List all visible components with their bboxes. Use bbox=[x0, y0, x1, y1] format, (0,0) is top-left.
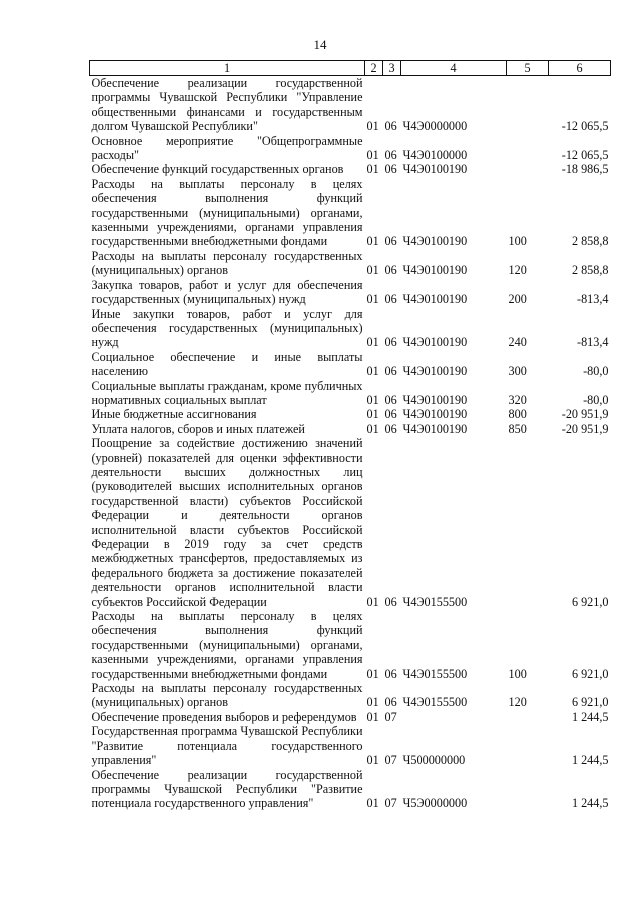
table-row bbox=[90, 422, 611, 436]
row-name-text: Расходы на выплаты персоналу в целях обеспечения выполнения функций государственными (муниципальными) органами, казенными учреждениями, органами управления государственными внебюджетными фондами bbox=[91, 609, 363, 681]
row-target-article: Ч4Э0100000 bbox=[402, 148, 468, 163]
table-row bbox=[90, 768, 611, 811]
row-name-text: Обеспечение реализации государственной программы Чувашской Республики "Развитие потенциала государственного управления" bbox=[91, 767, 363, 811]
row-name-text: Обеспечение реализации государственной программы Чувашской Республики "Управление общественными финансами и государственным долгом Чувашской Республики" bbox=[91, 76, 363, 134]
row-name bbox=[90, 278, 365, 307]
row-subsection: 06 bbox=[384, 335, 397, 350]
table-row bbox=[90, 76, 611, 134]
row-subsection: 07 bbox=[384, 709, 397, 724]
row-expense-type: 240 bbox=[508, 335, 527, 350]
row-expense-type: 300 bbox=[508, 364, 527, 379]
row-subsection: 07 bbox=[384, 796, 397, 811]
row-section: 01 bbox=[366, 119, 379, 134]
row-expense-type bbox=[507, 162, 549, 176]
header-cell: 5 bbox=[507, 61, 549, 76]
row-amount: -80,0 bbox=[583, 364, 609, 379]
table-row bbox=[90, 724, 611, 767]
row-expense-type bbox=[507, 76, 549, 134]
row-name-text: Закупка товаров, работ и услуг для обеспечения государственных (муниципальных) нужд bbox=[91, 277, 363, 307]
row-name-text: Основное мероприятие "Общепрограммные расходы" bbox=[91, 133, 363, 163]
table-row bbox=[90, 177, 611, 249]
row-name-text: Иные бюджетные ассигнования bbox=[91, 407, 257, 422]
row-name bbox=[90, 177, 365, 249]
row-name-text: Расходы на выплаты персоналу в целях обеспечения выполнения функций государственными (муниципальными) органами, казенными учреждениями, органами управления государственными внебюджетными фондами bbox=[91, 176, 363, 249]
row-subsection: 06 bbox=[384, 392, 397, 407]
header-cell: 4 bbox=[401, 61, 507, 76]
row-subsection: 06 bbox=[384, 695, 397, 710]
row-section: 01 bbox=[366, 392, 379, 407]
row-target-article: Ч4Э0155500 bbox=[402, 594, 468, 609]
row-expense-type: 850 bbox=[508, 421, 527, 436]
row-section: 01 bbox=[366, 753, 379, 768]
row-name bbox=[90, 724, 365, 767]
row-amount: -20 951,9 bbox=[561, 407, 609, 422]
row-target-article: Ч500000000 bbox=[402, 753, 466, 768]
row-name bbox=[90, 307, 365, 350]
row-name-text: Расходы на выплаты персоналу государственных (муниципальных) органов bbox=[91, 248, 363, 278]
row-amount: -813,4 bbox=[577, 292, 609, 307]
row-expense-type: 100 bbox=[508, 666, 527, 681]
row-amount: 6 921,0 bbox=[571, 594, 609, 609]
table-row bbox=[90, 134, 611, 163]
row-name bbox=[90, 162, 365, 176]
row-name bbox=[90, 379, 365, 408]
row-name-text: Социальные выплаты гражданам, кроме публичных нормативных социальных выплат bbox=[91, 378, 363, 407]
row-section: 01 bbox=[366, 292, 379, 307]
row-expense-type bbox=[507, 436, 549, 609]
row-expense-type: 320 bbox=[508, 392, 527, 407]
table-row bbox=[90, 407, 611, 421]
row-target-article: Ч4Э0100190 bbox=[402, 292, 468, 307]
header-cell: 2 bbox=[365, 61, 383, 76]
row-subsection: 06 bbox=[384, 162, 397, 177]
row-target-article: Ч4Э0100190 bbox=[402, 392, 468, 407]
row-name-text: Расходы на выплаты персоналу государственных (муниципальных) органов bbox=[91, 681, 363, 710]
row-target-article: Ч4Э0100190 bbox=[402, 407, 468, 422]
row-subsection: 06 bbox=[384, 421, 397, 436]
row-name-text: Иные закупки товаров, работ и услуг для обеспечения государственных (муниципальных) нужд bbox=[91, 306, 363, 350]
table-row bbox=[90, 681, 611, 710]
row-expense-type bbox=[507, 724, 549, 767]
row-expense-type bbox=[507, 768, 549, 811]
row-name-text: Социальное обеспечение и иные выплаты населению bbox=[91, 349, 363, 379]
row-amount: 1 244,5 bbox=[571, 753, 609, 768]
row-subsection: 07 bbox=[384, 753, 397, 768]
row-section: 01 bbox=[366, 364, 379, 379]
row-subsection: 06 bbox=[384, 364, 397, 379]
row-expense-type: 120 bbox=[508, 263, 527, 278]
table-row bbox=[90, 379, 611, 408]
row-target-article: Ч5Э0000000 bbox=[402, 796, 468, 811]
row-expense-type: 800 bbox=[508, 407, 527, 422]
row-subsection: 06 bbox=[384, 594, 397, 609]
row-amount: 6 921,0 bbox=[571, 695, 609, 710]
row-subsection: 06 bbox=[384, 407, 397, 422]
row-expense-type bbox=[507, 710, 549, 724]
row-section: 01 bbox=[366, 421, 379, 436]
row-section: 01 bbox=[366, 263, 379, 278]
header-cell: 6 bbox=[549, 61, 611, 76]
row-amount: -80,0 bbox=[583, 392, 609, 407]
page-number: 14 bbox=[313, 37, 327, 52]
table-row bbox=[90, 307, 611, 350]
row-expense-type: 100 bbox=[508, 234, 527, 249]
table-row bbox=[90, 436, 611, 609]
row-subsection: 06 bbox=[384, 234, 397, 249]
row-subsection: 06 bbox=[384, 292, 397, 307]
row-name-text: Государственная программа Чувашской Республики "Развитие потенциала государственного управления" bbox=[91, 724, 363, 768]
row-subsection: 06 bbox=[384, 666, 397, 681]
table-row bbox=[90, 162, 611, 176]
header-cell: 1 bbox=[90, 61, 365, 76]
row-amount: -18 986,5 bbox=[561, 162, 609, 177]
row-subsection: 06 bbox=[384, 263, 397, 278]
row-target-article: Ч4Э0100190 bbox=[402, 364, 468, 379]
row-amount: 1 244,5 bbox=[571, 709, 609, 724]
row-name-text: Обеспечение функций государственных органов bbox=[91, 162, 344, 177]
table-row bbox=[90, 278, 611, 307]
row-name bbox=[90, 134, 365, 163]
row-target-article: Ч4Э0100190 bbox=[402, 234, 468, 249]
row-amount: 2 858,8 bbox=[571, 263, 609, 278]
row-section: 01 bbox=[366, 335, 379, 350]
row-amount: -12 065,5 bbox=[561, 148, 609, 163]
row-section: 01 bbox=[366, 796, 379, 811]
row-name bbox=[90, 422, 365, 436]
table-row bbox=[90, 249, 611, 278]
table-row bbox=[90, 710, 611, 724]
row-amount: -20 951,9 bbox=[561, 421, 609, 436]
row-section: 01 bbox=[366, 695, 379, 710]
row-expense-type bbox=[507, 134, 549, 163]
row-expense-type: 120 bbox=[508, 695, 527, 710]
row-target-article: Ч4Э0155500 bbox=[402, 666, 468, 681]
row-section: 01 bbox=[366, 162, 379, 177]
row-name bbox=[90, 710, 365, 724]
row-section: 01 bbox=[366, 666, 379, 681]
row-name bbox=[90, 249, 365, 278]
row-name bbox=[90, 76, 365, 134]
row-target-article: Ч4Э0100190 bbox=[402, 335, 468, 350]
header-cell: 3 bbox=[383, 61, 401, 76]
row-name bbox=[90, 436, 365, 609]
row-amount: -12 065,5 bbox=[561, 119, 609, 134]
row-section: 01 bbox=[366, 234, 379, 249]
row-name bbox=[90, 768, 365, 811]
table-row bbox=[90, 609, 611, 681]
row-amount: -813,4 bbox=[577, 335, 609, 350]
row-section: 01 bbox=[366, 148, 379, 163]
row-name-text: Уплата налогов, сборов и иных платежей bbox=[91, 421, 305, 436]
table-header bbox=[90, 61, 611, 76]
row-target-article: Ч4Э0155500 bbox=[402, 695, 468, 710]
row-name bbox=[90, 407, 365, 421]
row-subsection: 06 bbox=[384, 148, 397, 163]
row-name bbox=[90, 681, 365, 710]
row-target-article: Ч4Э0100190 bbox=[402, 421, 468, 436]
row-amount: 1 244,5 bbox=[571, 796, 609, 811]
row-section: 01 bbox=[366, 407, 379, 422]
row-name-text: Поощрение за содействие достижению значений (уровней) показателей для оценки эффективности деятельности высших должностных лиц (руководителей высших исполнительных органов государственной власти) субъектов Российской Федерации и деятельности органов исполнительной власти субъектов Российской Федерации в 2019 году за счет средств межбюджетных трансфертов, предоставляемых из федерального бюджета за достижение показателей деятельности органов исполнительной власти субъектов Российской Федерации bbox=[91, 436, 363, 609]
table-row bbox=[90, 350, 611, 379]
row-name-text: Обеспечение проведения выборов и референдумов bbox=[91, 709, 357, 724]
row-name bbox=[90, 609, 365, 681]
table-body bbox=[90, 76, 611, 811]
row-section: 01 bbox=[366, 709, 379, 724]
row-amount: 6 921,0 bbox=[571, 666, 609, 681]
budget-table bbox=[89, 60, 611, 811]
row-target-article bbox=[401, 710, 507, 724]
row-expense-type: 200 bbox=[508, 292, 527, 307]
row-subsection: 06 bbox=[384, 119, 397, 134]
row-amount: 2 858,8 bbox=[571, 234, 609, 249]
row-name bbox=[90, 350, 365, 379]
row-target-article: Ч4Э0100190 bbox=[402, 162, 468, 177]
row-target-article: Ч4Э0100190 bbox=[402, 263, 468, 278]
row-section: 01 bbox=[366, 594, 379, 609]
row-target-article: Ч4Э0000000 bbox=[402, 119, 468, 134]
